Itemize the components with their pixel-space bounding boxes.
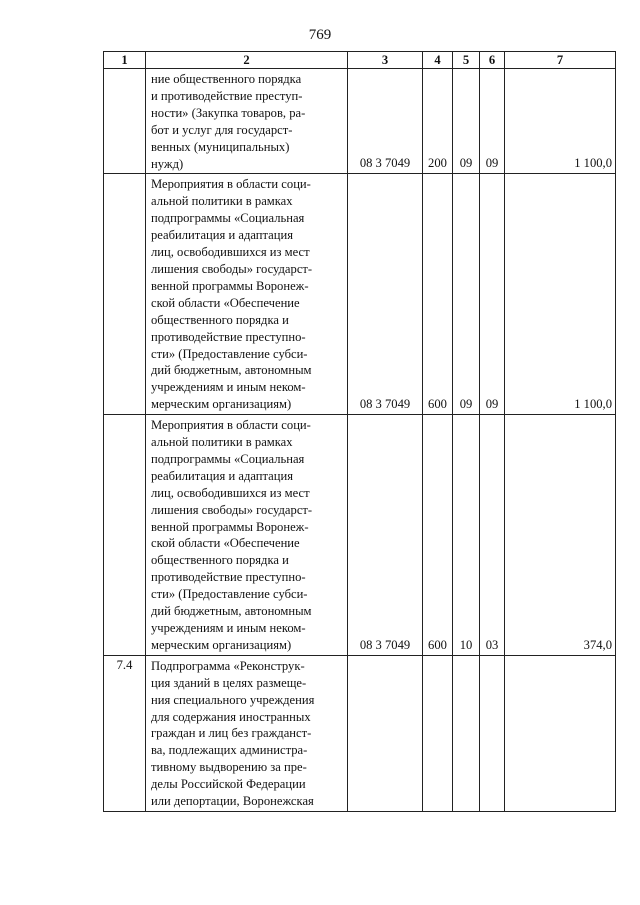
row-expense-type: 600: [423, 415, 453, 656]
table-body: [104, 69, 616, 812]
header-col-7: 7: [505, 52, 616, 69]
table-row: [104, 174, 616, 415]
row-target-article: 08 3 7049: [348, 69, 423, 174]
table-header: [104, 52, 616, 69]
row-amount: 1 100,0: [505, 69, 616, 174]
row-description: ние общественного порядка и противодействие преступ- ности» (Закупка товаров, ра- бот и услуг для государст- венных (муниципальных) нужд): [146, 69, 348, 174]
row-target-article: 08 3 7049: [348, 415, 423, 656]
row-section: 09: [453, 174, 480, 415]
row-amount: [505, 655, 616, 811]
row-subsection: [480, 655, 505, 811]
row-section: [453, 655, 480, 811]
table-row: [104, 655, 616, 811]
header-col-1: 1: [104, 52, 146, 69]
row-subsection: 09: [480, 69, 505, 174]
row-section: 10: [453, 415, 480, 656]
table-row: [104, 415, 616, 656]
row-expense-type: 200: [423, 69, 453, 174]
row-number: 7.4: [104, 655, 146, 811]
header-col-2: 2: [146, 52, 348, 69]
row-target-article: [348, 655, 423, 811]
row-amount: 374,0: [505, 415, 616, 656]
budget-table: [103, 51, 616, 812]
row-description: Подпрограмма «Реконструк- ция зданий в целях размеще- ния специального учреждения для содержания иностранных граждан и лиц без гражданст- ва, подлежащих администра- тивному выдворению за пре- делы Российской Федерации или депортации, Воронежская: [146, 655, 348, 811]
header-row: [104, 52, 616, 69]
row-subsection: 03: [480, 415, 505, 656]
row-number: [104, 174, 146, 415]
header-col-5: 5: [453, 52, 480, 69]
row-description: Мероприятия в области соци- альной политики в рамках подпрограммы «Социальная реабилитация и адаптация лиц, освободившихся из мест лишения свободы» государст- венной программы Воронеж- ской области «Обеспечение общественного порядка и противодействие преступно- сти» (Предоставление субси- дий бюджетным, автономным учреждениям и иным неком- мерческим организациям): [146, 415, 348, 656]
row-expense-type: 600: [423, 174, 453, 415]
row-number: [104, 415, 146, 656]
row-number: [104, 69, 146, 174]
header-col-4: 4: [423, 52, 453, 69]
header-col-3: 3: [348, 52, 423, 69]
row-section: 09: [453, 69, 480, 174]
row-expense-type: [423, 655, 453, 811]
header-col-6: 6: [480, 52, 505, 69]
row-subsection: 09: [480, 174, 505, 415]
row-amount: 1 100,0: [505, 174, 616, 415]
table-row: [104, 69, 616, 174]
page-number: 769: [308, 27, 332, 43]
row-description: Мероприятия в области соци- альной политики в рамках подпрограммы «Социальная реабилитация и адаптация лиц, освободившихся из мест лишения свободы» государст- венной программы Воронеж- ской области «Обеспечение общественного порядка и противодействие преступно- сти» (Предоставление субси- дий бюджетным, автономным учреждениям и иным неком- мерческим организациям): [146, 174, 348, 415]
row-target-article: 08 3 7049: [348, 174, 423, 415]
